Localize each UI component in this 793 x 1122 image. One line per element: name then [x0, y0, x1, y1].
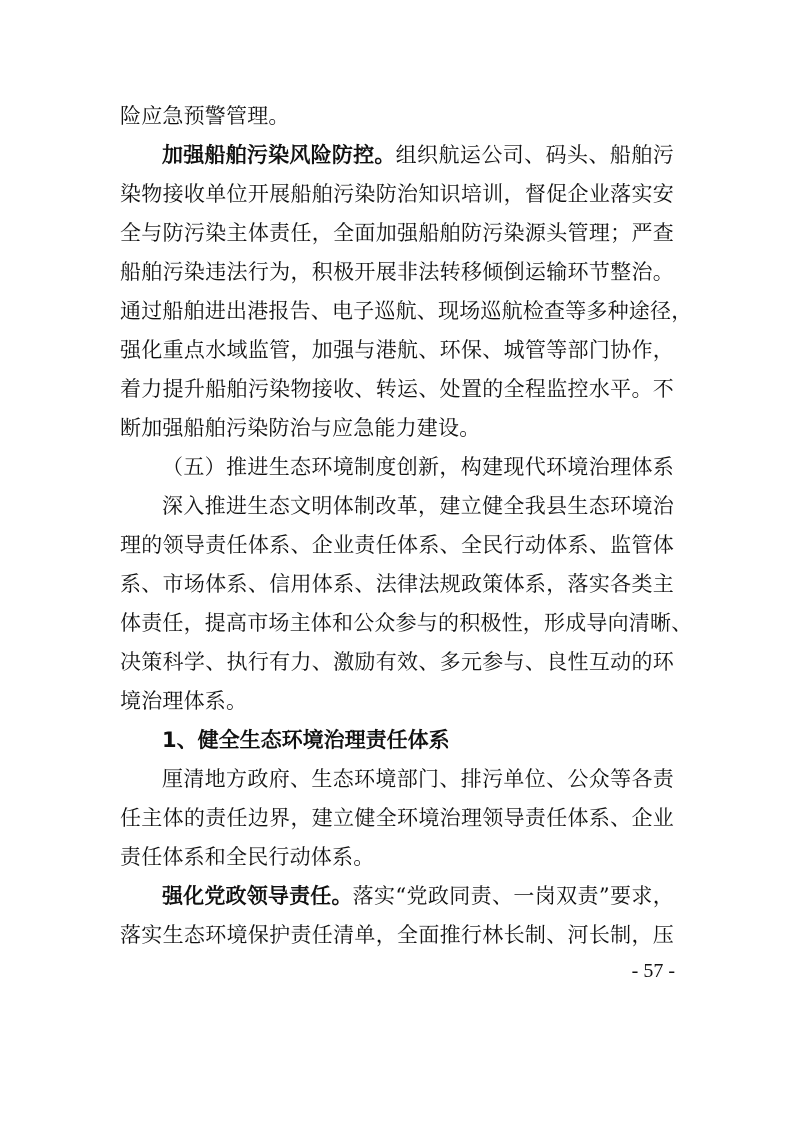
paragraph-line	[120, 683, 674, 719]
line-text: 着力提升船舶污染物接收、转运、处置的全程监控水平。不	[120, 377, 674, 401]
section-heading-text: （五）推进生态环境制度创新，构建现代环境治理体系	[162, 455, 674, 479]
paragraph-line	[120, 917, 674, 953]
paragraph-line	[120, 215, 674, 251]
line-text: 通过船舶进出港报告、电子巡航、现场巡航检查等多种途径，	[120, 299, 693, 323]
subsection-heading-text: 1、健全生态环境治理责任体系	[162, 728, 450, 752]
paragraph-line	[120, 176, 674, 212]
line-text: 深入推进生态文明体制改革，建立健全我县生态环境治	[162, 494, 674, 518]
paragraph-line	[120, 605, 693, 641]
paragraph-line	[120, 98, 674, 134]
paragraph-line	[120, 839, 674, 875]
line-text: 责任体系和全民行动体系。	[120, 845, 375, 869]
line-text: 险应急预警管理。	[120, 104, 290, 128]
line-text: 断加强船舶污染防治与应急能力建设。	[120, 416, 481, 440]
paragraph-line	[120, 527, 674, 563]
paragraph-line	[162, 137, 674, 173]
line-text: 落实“党政同责、一岗双责”要求，	[352, 884, 675, 908]
paragraph-line	[162, 878, 674, 914]
line-text: 体责任，提高市场主体和公众参与的积极性，形成导向清晰、	[120, 611, 693, 635]
paragraph-lead: 加强船舶污染风险防控。	[162, 143, 396, 167]
subsection-heading	[162, 722, 674, 758]
line-text: 厘清地方政府、生态环境部门、排污单位、公众等各责	[162, 767, 674, 791]
paragraph-line	[162, 761, 674, 797]
line-text: 理的领导责任体系、企业责任体系、全民行动体系、监管体	[120, 533, 674, 557]
paragraph-line	[120, 800, 674, 836]
paragraph-line	[162, 488, 674, 524]
paragraph-line	[120, 566, 674, 602]
section-heading	[162, 449, 674, 485]
paragraph-line	[120, 332, 674, 368]
line-text: 任主体的责任边界，建立健全环境治理领导责任体系、企业	[120, 806, 674, 830]
page-number: - 57 -	[631, 960, 675, 982]
line-text: 境治理体系。	[120, 689, 248, 713]
paragraph-line	[120, 410, 674, 446]
paragraph-line	[120, 644, 674, 680]
line-text: 船舶污染违法行为，积极开展非法转移倾倒运输环节整治。	[120, 260, 674, 284]
line-text: 系、市场体系、信用体系、法律法规政策体系，落实各类主	[120, 572, 674, 596]
line-text: 组织航运公司、码头、船舶污	[395, 143, 674, 167]
paragraph-line	[120, 293, 693, 329]
line-text: 染物接收单位开展船舶污染防治知识培训，督促企业落实安	[120, 182, 674, 206]
line-text: 全与防污染主体责任，全面加强船舶防污染源头管理；严查	[120, 221, 674, 245]
line-text: 落实生态环境保护责任清单，全面推行林长制、河长制，压	[120, 923, 674, 947]
paragraph-lead: 强化党政领导责任。	[162, 884, 353, 908]
paragraph-line	[120, 254, 674, 290]
line-text: 决策科学、执行有力、激励有效、多元参与、良性互动的环	[120, 650, 674, 674]
line-text: 强化重点水域监管，加强与港航、环保、城管等部门协作，	[120, 338, 674, 362]
paragraph-line	[120, 371, 674, 407]
